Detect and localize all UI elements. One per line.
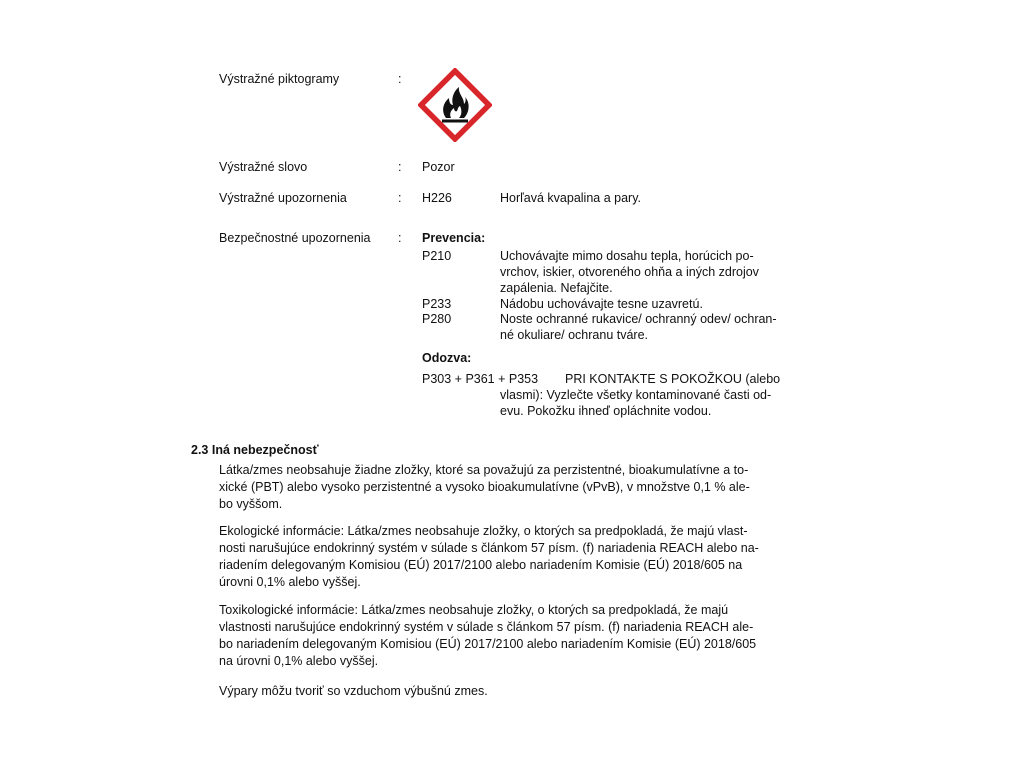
signal-word-value: Pozor: [422, 160, 455, 174]
p280-line: né okuliare/ ochranu tváre.: [500, 328, 649, 342]
prevention-heading: Prevencia:: [422, 231, 486, 245]
hazard-code: H226: [422, 191, 452, 205]
flame-pictogram-icon: [418, 68, 492, 142]
paragraph-vapours: [219, 683, 819, 700]
paragraph-line: na úrovni 0,1% alebo vyššej.: [219, 654, 379, 668]
pictograms-colon: :: [398, 72, 402, 86]
paragraph-toxicological: [219, 602, 819, 670]
precaution-label: Bezpečnostné upozornenia: [219, 231, 371, 245]
p210-line: Uchovávajte mimo dosahu tepla, horúcich po-: [500, 249, 754, 263]
paragraph-line: riadením delegovaným Komisiou (EÚ) 2017/2100 alebo nariadením Komisie (EÚ) 2018/605 na: [219, 558, 743, 572]
paragraph-line: xické (PBT) alebo vysoko perzistentné a vysoko bioakumulatívne (vPvB), v množstve 0,1 % ale-: [219, 480, 750, 494]
p280-code: P280: [422, 312, 452, 326]
p210-line: zapálenia. Nefajčite.: [500, 281, 613, 295]
p210-line: vrchov, iskier, otvoreného ohňa a iných zdrojov: [500, 265, 759, 279]
p280-line: Noste ochranné rukavice/ ochranný odev/ ochran-: [500, 312, 777, 326]
paragraph-line: bo nariadením delegovaným Komisiou (EÚ) 2017/2100 alebo nariadením Komisie (EÚ) 2018/605: [219, 637, 757, 651]
signal-word-colon: :: [398, 160, 402, 174]
paragraph-line: Látka/zmes neobsahuje žiadne zložky, ktoré sa považujú za perzistentné, bioakumulatívne a to-: [219, 463, 749, 477]
paragraph-line: úrovni 0,1% alebo vyššej.: [219, 575, 361, 589]
hazard-label: Výstražné upozornenia: [219, 191, 347, 205]
hazard-text: Horľavá kvapalina a pary.: [500, 191, 641, 205]
p233-line: Nádobu uchovávajte tesne uzavretú.: [500, 297, 703, 311]
response-line: evu. Pokožku ihneď opláchnite vodou.: [500, 404, 712, 418]
response-line: PRI KONTAKTE S POKOŽKOU (alebo: [565, 372, 781, 386]
paragraph-pbt: [219, 462, 819, 513]
paragraph-line: Toxikologické informácie: Látka/zmes neobsahuje zložky, o ktorých sa predpokladá, že majú: [219, 603, 729, 617]
section-heading: 2.3 Iná nebezpečnosť: [191, 443, 319, 457]
p210-code: P210: [422, 249, 452, 263]
signal-word-label: Výstražné slovo: [219, 160, 308, 174]
paragraph-line: vlastnosti narušujúce endokrinný systém v súlade s článkom 57 písm. (f) nariadenia REACH ale-: [219, 620, 754, 634]
paragraph-line: Ekologické informácie: Látka/zmes neobsahuje zložky, o ktorých sa predpokladá, že majú vlast-: [219, 524, 748, 538]
response-heading: Odozva:: [422, 351, 472, 365]
response-line: vlasmi): Vyzlečte všetky kontaminované časti od-: [500, 388, 772, 402]
hazard-colon: :: [398, 191, 402, 205]
paragraph-line: nosti narušujúce endokrinný systém v súlade s článkom 57 písm. (f) nariadenia REACH alebo na-: [219, 541, 759, 555]
p233-code: P233: [422, 297, 452, 311]
paragraph-line: bo vyššom.: [219, 497, 283, 511]
precaution-colon: :: [398, 231, 402, 245]
pictograms-label: Výstražné piktogramy: [219, 72, 340, 86]
paragraph-ecological: [219, 523, 819, 591]
response-code: P303 + P361 + P353: [422, 372, 539, 386]
paragraph-line: Výpary môžu tvoriť so vzduchom výbušnú zmes.: [219, 684, 488, 698]
